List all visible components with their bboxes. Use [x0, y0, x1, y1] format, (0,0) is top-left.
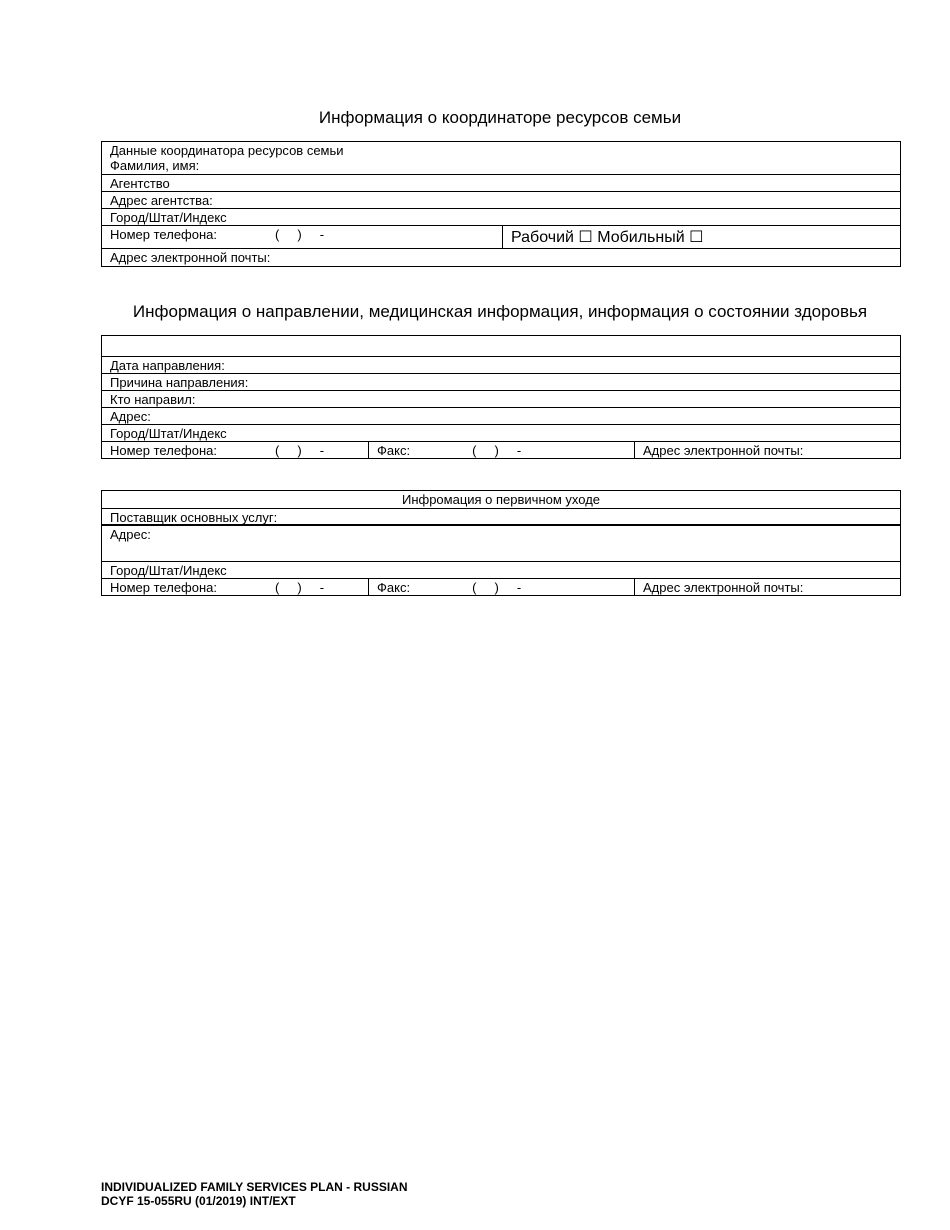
referral-fax-field[interactable] [368, 442, 634, 458]
coordinator-phone-field[interactable] [102, 226, 502, 248]
referral-reason-row[interactable] [102, 374, 900, 391]
referred-by-label: Кто направил: [110, 392, 196, 407]
agency-row[interactable] [102, 175, 900, 192]
email-label: Адрес электронной почты: [110, 250, 271, 265]
primary-care-city-row[interactable] [102, 562, 900, 579]
primary-care-header-row [102, 491, 900, 509]
agency-address-row[interactable] [102, 192, 900, 209]
referral-section-title: Информация о направлении, медицинская информация, информация о состоянии здоровья [132, 302, 868, 321]
referral-reason-label: Причина направления: [110, 375, 249, 390]
primary-care-fax-label: Факс: [377, 580, 411, 595]
referral-phone-field[interactable] [102, 442, 368, 458]
referral-date-label: Дата направления: [110, 358, 225, 373]
primary-care-fax-field[interactable] [368, 579, 634, 595]
primary-care-form [101, 490, 901, 596]
referral-phone-mask: ( ) - [275, 443, 325, 458]
footer-form-number: DCYF 15-055RU (01/2019) INT/EXT [101, 1194, 296, 1208]
referred-by-row[interactable] [102, 391, 900, 408]
referral-city-row[interactable] [102, 425, 900, 442]
agency-label: Агентство [110, 176, 170, 191]
coordinator-data-label: Данные координатора ресурсов семьи [110, 143, 344, 158]
referral-blank-row[interactable] [102, 336, 900, 357]
primary-care-email-field[interactable]: Адрес электронной почты: [634, 579, 900, 595]
city-state-zip-label: Город/Штат/Индекс [110, 210, 227, 225]
coordinator-phone-row [102, 226, 900, 249]
coordinator-section-title: Информация о координаторе ресурсов семьи [318, 108, 682, 127]
form-footer [101, 1180, 408, 1208]
provider-row[interactable] [102, 509, 900, 526]
referral-phone-label: Номер телефона: [110, 443, 217, 458]
coordinator-form [101, 141, 901, 267]
phone-label: Номер телефона: [110, 227, 217, 242]
referral-city-label: Город/Штат/Индекс [110, 426, 227, 441]
footer-form-title: INDIVIDUALIZED FAMILY SERVICES PLAN - RUSSIAN [101, 1180, 408, 1194]
primary-care-phone-label: Номер телефона: [110, 580, 217, 595]
phone-mask: ( ) - [275, 227, 325, 242]
coordinator-name-row[interactable] [102, 142, 900, 175]
primary-care-city-label: Город/Штат/Индекс [110, 563, 227, 578]
primary-care-address-row[interactable] [102, 526, 900, 562]
primary-care-fax-mask: ( ) - [472, 580, 522, 595]
referral-fax-mask: ( ) - [472, 443, 522, 458]
provider-label: Поставщик основных услуг: [110, 510, 278, 525]
primary-care-contact-row [102, 579, 900, 595]
referral-address-label: Адрес: [110, 409, 151, 424]
referral-address-row[interactable] [102, 408, 900, 425]
referral-fax-label: Факс: [377, 443, 411, 458]
primary-care-title: Инфромация о первичном уходе [401, 492, 601, 507]
agency-address-label: Адрес агентства: [110, 193, 213, 208]
primary-care-address-label: Адрес: [110, 527, 151, 542]
coordinator-email-row[interactable] [102, 249, 900, 266]
primary-care-phone-field[interactable] [102, 579, 368, 595]
phone-type-checkboxes[interactable]: Рабочий ☐ Мобильный ☐ [502, 226, 900, 248]
referral-form [101, 335, 901, 459]
referral-date-row[interactable] [102, 357, 900, 374]
referral-contact-row [102, 442, 900, 458]
primary-care-phone-mask: ( ) - [275, 580, 325, 595]
coordinator-city-row[interactable] [102, 209, 900, 226]
referral-email-field[interactable]: Адрес электронной почты: [634, 442, 900, 458]
name-label: Фамилия, имя: [110, 158, 200, 173]
